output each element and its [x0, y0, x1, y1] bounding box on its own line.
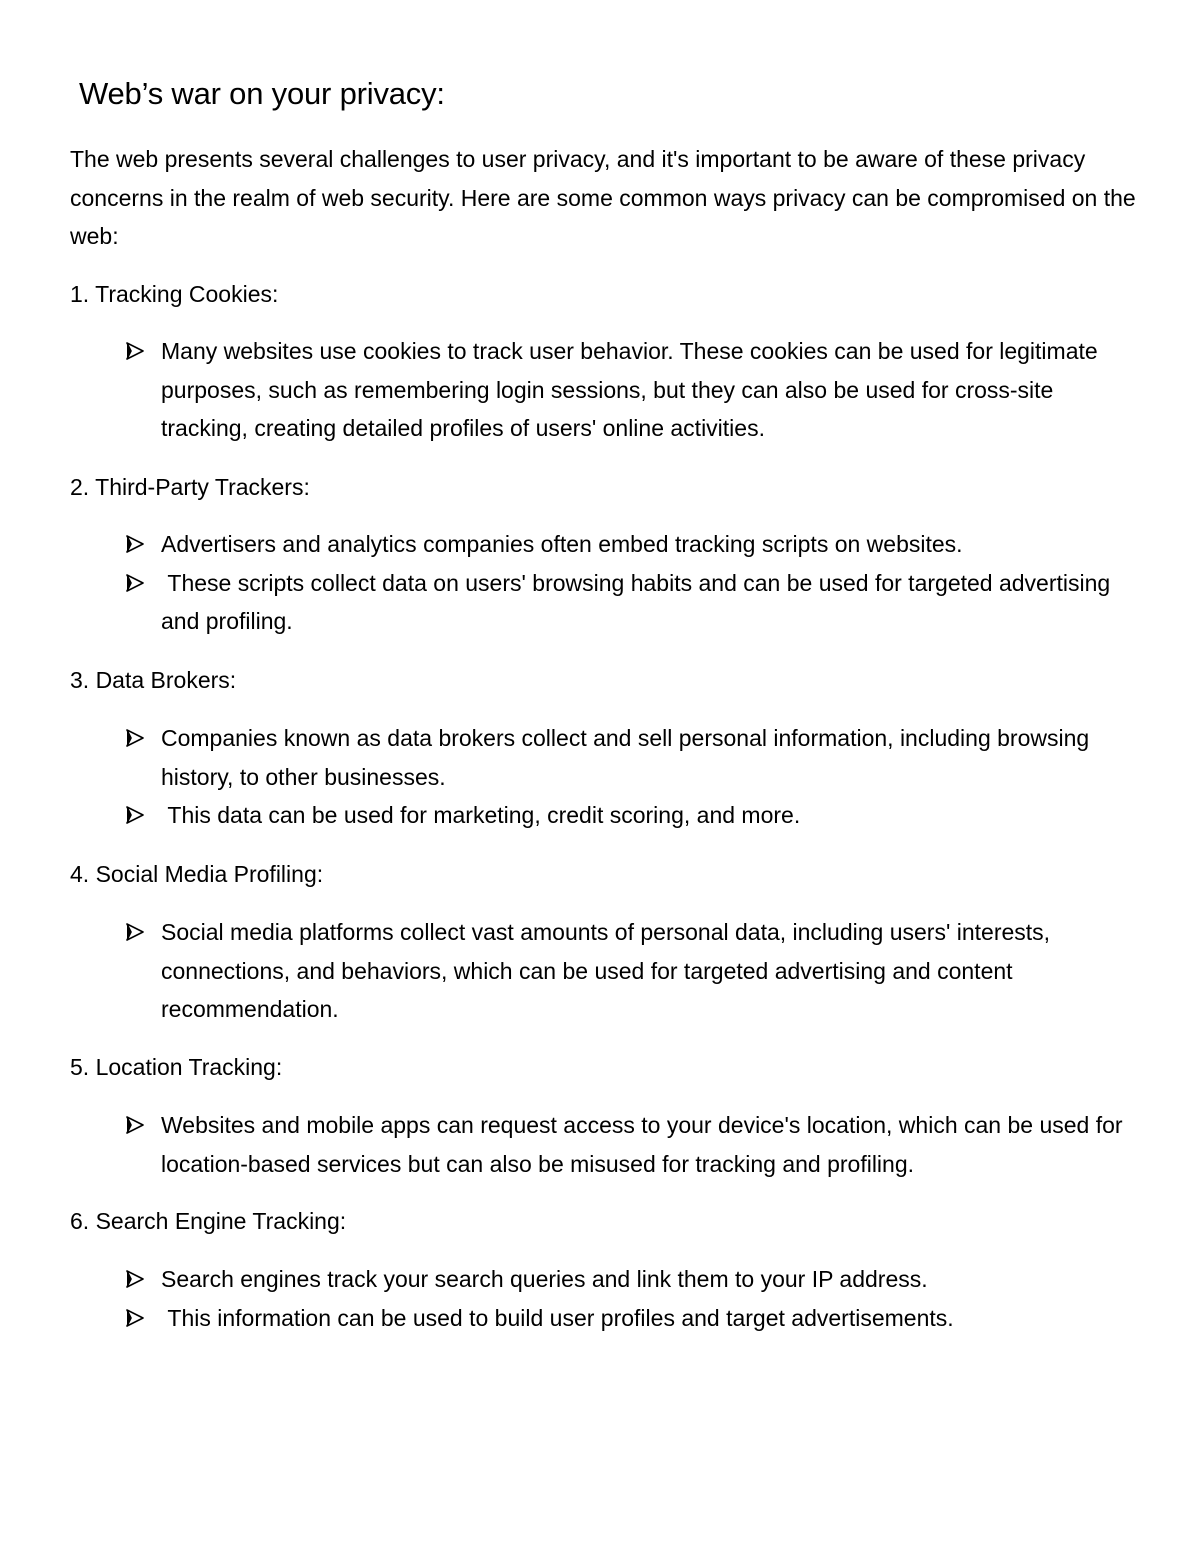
arrowhead-bullet-icon — [126, 342, 144, 360]
arrowhead-bullet-icon — [126, 729, 144, 747]
list-item — [126, 332, 1146, 448]
bullet-text: These scripts collect data on users' browsing habits and can be used for targeted advertising and profiling. — [161, 569, 1117, 634]
arrowhead-bullet-icon — [126, 574, 144, 592]
section-heading-search-engine-tracking: 6. Search Engine Tracking: — [70, 1208, 347, 1234]
section-heading-tracking-cookies: 1. Tracking Cookies: — [70, 281, 279, 307]
bullet-text: Companies known as data brokers collect and sell personal information, including browsing history, to other businesses. — [161, 725, 1090, 790]
bullet-text: Search engines track your search queries and link them to your IP address. — [161, 1266, 928, 1292]
bullet-list-search-engine-tracking — [126, 1260, 1146, 1337]
bullet-list-tracking-cookies — [126, 332, 1146, 448]
bullet-text: Social media platforms collect vast amounts of personal data, including users' interests, connections, and behaviors, which can be used for targeted advertising and content recommendation. — [161, 919, 1051, 1022]
bullet-list-social-media-profiling — [126, 913, 1146, 1029]
list-item — [126, 1106, 1146, 1183]
bullet-list-third-party-trackers — [126, 525, 1146, 641]
list-item — [126, 796, 1146, 835]
list-item — [126, 913, 1146, 1029]
list-item — [126, 1260, 1146, 1299]
section-heading-third-party-trackers: 2. Third-Party Trackers: — [70, 474, 310, 500]
list-item — [126, 719, 1146, 796]
bullet-text: This data can be used for marketing, credit scoring, and more. — [161, 802, 801, 828]
arrowhead-bullet-icon — [126, 1270, 144, 1288]
arrowhead-bullet-icon — [126, 1309, 144, 1327]
section-heading-location-tracking: 5. Location Tracking: — [70, 1054, 283, 1080]
section-heading-data-brokers: 3. Data Brokers: — [70, 667, 237, 693]
list-item — [126, 564, 1146, 641]
document-title: Web’s war on your privacy: — [79, 76, 445, 111]
bullet-text: Websites and mobile apps can request access to your device's location, which can be used for location-based services but can also be misused for tracking and profiling. — [161, 1112, 1123, 1177]
list-item — [126, 525, 1146, 564]
list-item — [126, 1299, 1146, 1338]
bullet-text: Advertisers and analytics companies often embed tracking scripts on websites. — [161, 531, 963, 557]
bullet-list-location-tracking — [126, 1106, 1146, 1183]
intro-paragraph: The web presents several challenges to user privacy, and it's important to be aware of these privacy concerns in the realm of web security. Here are some common ways privacy can be compromised on the web: — [70, 146, 1136, 249]
bullet-text: Many websites use cookies to track user behavior. These cookies can be used for legitimate purposes, such as remembering login sessions, but they can also be used for cross-site tracking, creating detailed profiles of users' online activities. — [161, 338, 1098, 441]
arrowhead-bullet-icon — [126, 535, 144, 553]
section-heading-social-media-profiling: 4. Social Media Profiling: — [70, 861, 324, 887]
arrowhead-bullet-icon — [126, 806, 144, 824]
bullet-text: This information can be used to build user profiles and target advertisements. — [161, 1304, 954, 1331]
arrowhead-bullet-icon — [126, 1116, 144, 1134]
bullet-list-data-brokers — [126, 719, 1146, 835]
arrowhead-bullet-icon — [126, 923, 144, 941]
